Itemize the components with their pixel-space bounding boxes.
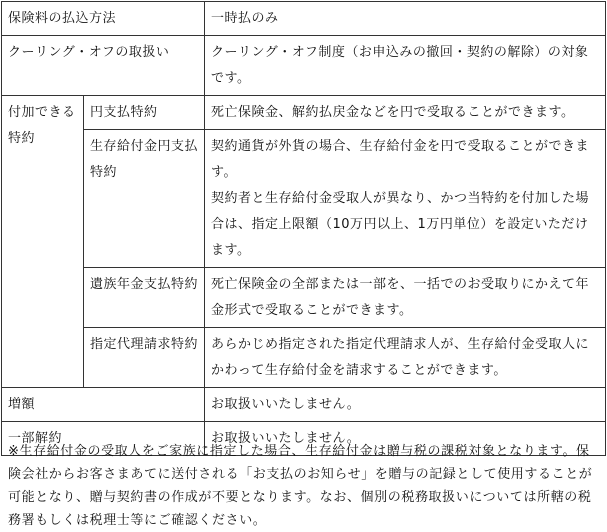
rider-description-line: 死亡保険金、解約払戻金などを円で受取ることができます。 [211,105,575,120]
increase-label: 増額 [2,388,205,422]
partial-surrender-value: お取扱いいたしません。 [205,422,606,456]
table-row [2,388,606,422]
rider-name: 遺族年金支払特約 [84,268,205,328]
table-row [2,328,606,388]
rider-name: 生存給付金円支払特約 [84,130,205,268]
rider-name: 円支払特約 [84,96,205,130]
rider-description-line: 契約通貨が外貨の場合、生存給付金を円で受取ることができます。 [211,139,590,180]
rider-name: 指定代理請求特約 [84,328,205,388]
payment-method-value: 一時払のみ [205,2,606,36]
payment-method-label: 保険料の払込方法 [2,2,205,36]
rider-description-line: 死亡保険金の全部または一部を、一括でのお受取りにかえて年金形式で受取ることができます。 [211,277,590,318]
rider-description [205,268,606,328]
rider-description [205,130,606,268]
table-row [2,2,606,36]
cooling-off-label: クーリング・オフの取扱い [2,36,205,96]
partial-surrender-label: 一部解約 [2,422,205,456]
rider-description [205,96,606,130]
increase-value: お取扱いいたしません。 [205,388,606,422]
product-spec-table [1,1,606,456]
table-row [2,130,606,268]
rider-description [205,328,606,388]
table-row [2,36,606,96]
footnote: ※生存給付金の受取人をご家族に指定した場合、生存給付金は贈与税の課税対象となります。保険会社からお客さまあてに送付される「お支払のお知らせ」を贈与の記録として使用することが可能となり、贈与契約書の作成が不要となります。なお、個別の税務取扱いについては所轄の税務署もしくは税理士等にご確認ください。 [8,444,593,528]
table-row [2,96,606,130]
cooling-off-value: クーリング・オフ制度（お申込みの撤回・契約の解除）の対象です。 [205,36,606,96]
rider-description-line: 契約者と生存給付金受取人が異なり、かつ当特約を付加した場合は、指定上限額（10万円以上、1万円単位）を設定いただけます。 [211,191,590,258]
rider-description-line: あらかじめ指定された指定代理請求人が、生存給付金受取人にかわって生存給付金を請求することができます。 [211,337,590,378]
riders-label: 付加できる特約 [2,96,84,388]
table-row [2,268,606,328]
